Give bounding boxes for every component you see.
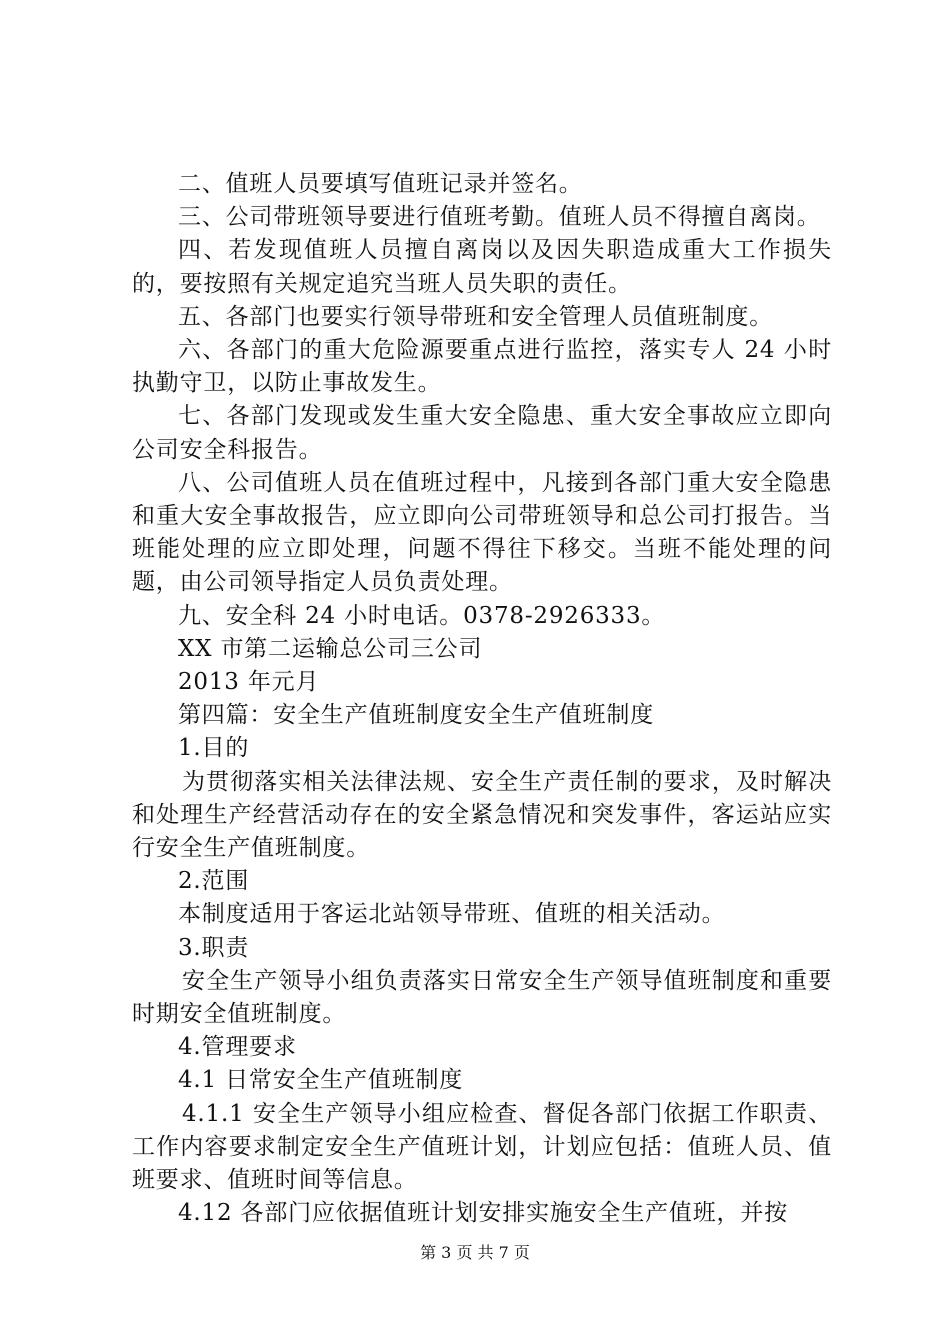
paragraph-purpose: 为贯彻落实相关法律法规、安全生产责任制的要求，及时解决和处理生产经营活动存在的安全紧急情况和突发事件，客运站应实行安全生产值班制度。 [132,768,832,862]
heading-purpose: 1.目的 [178,735,250,762]
paragraph-2: 二、值班人员要填写值班记录并签名。 [178,171,583,197]
heading-duties: 3.职责 [178,934,250,961]
paragraph-9: 九、安全科 24 小时电话。0378-2926333。 [178,602,666,629]
heading-scope: 2.范围 [178,868,250,895]
heading-daily-duty: 4.1 日常安全生产值班制度 [178,1067,464,1094]
paragraph-5: 五、各部门也要实行领导带班和安全管理人员值班制度。 [178,303,773,330]
paragraph-4-1-1: 4.1.1 安全生产领导小组应检查、督促各部门依据工作职责、工作内容要求制定安全生产值班计划，计划应包括：值班人员、值班要求、值班时间等信息。 [132,1100,832,1194]
page-footer: 第 3 页 共 7 页 [420,1243,530,1262]
paragraph-8: 八、公司值班人员在值班过程中，凡接到各部门重大安全隐患和重大安全事故报告，应立即向公司带班领导和总公司打报告。当班能处理的应立即处理，问题不得往下移交。当班不能处理的问题，由公司领导指定人员负责处理。 [132,469,832,596]
paragraph-duties: 安全生产领导小组负责落实日常安全生产领导值班制度和重要时期安全值班制度。 [132,967,832,1028]
paragraph-3: 三、公司带班领导要进行值班考勤。值班人员不得擅自离岗。 [178,204,821,231]
document-date: 2013 年元月 [178,669,320,696]
paragraph-4-1-2: 4.12 各部门应依据值班计划安排实施安全生产值班，并按 [178,1200,788,1227]
section-title: 第四篇：安全生产值班制度安全生产值班制度 [178,702,654,729]
paragraph-scope: 本制度适用于客运北站领导带班、值班的相关活动。 [178,901,726,928]
paragraph-7: 七、各部门发现或发生重大安全隐患、重大安全事故应立即向公司安全科报告。 [132,403,832,463]
heading-management: 4.管理要求 [178,1034,297,1061]
paragraph-6: 六、各部门的重大危险源要重点进行监控，落实专人 24 小时执勤守卫，以防止事故发生。 [132,337,832,397]
company-name: XX 市第二运输总公司三公司 [178,635,483,662]
document-body [132,168,832,1231]
paragraph-4: 四、若发现值班人员擅自离岗以及因失职造成重大工作损失的，要按照有关规定追究当班人员失职的责任。 [132,237,832,297]
